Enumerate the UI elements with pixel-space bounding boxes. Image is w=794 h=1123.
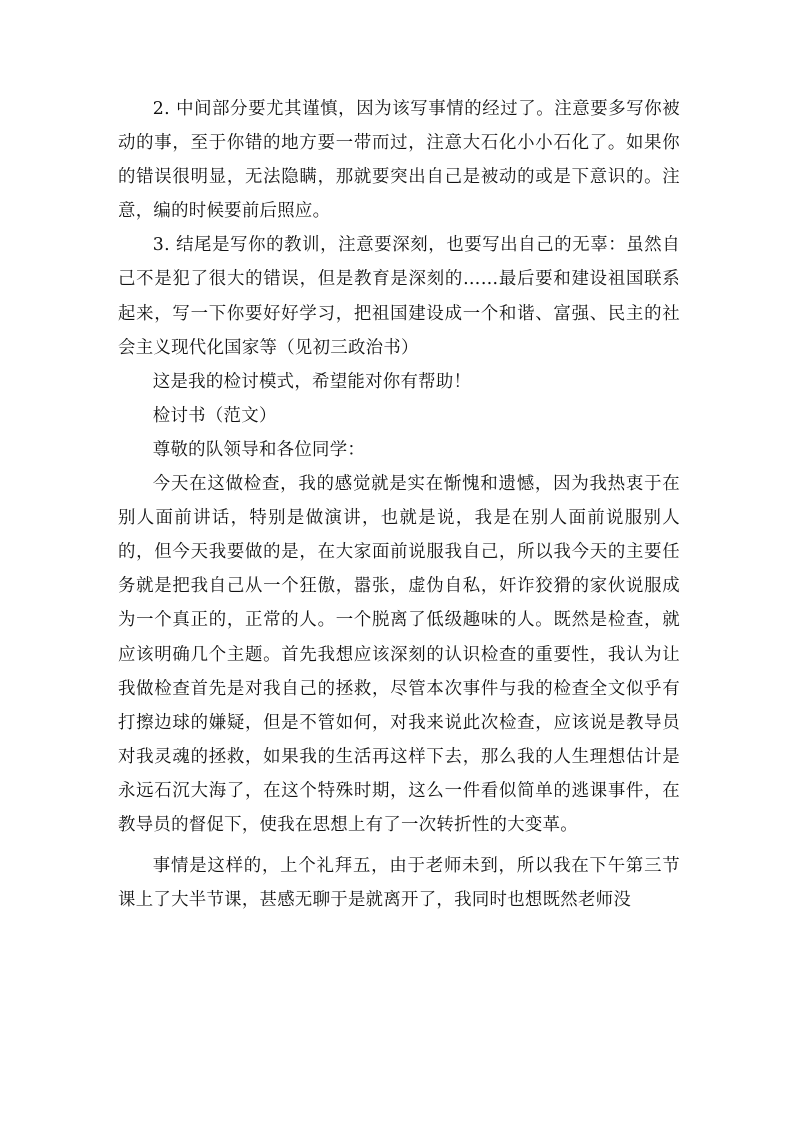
paragraph-body-event: 事情是这样的，上个礼拜五，由于老师未到，所以我在下午第三节课上了大半节课，甚感无聊于是就离开了，我同时也想既然老师没 xyxy=(118,856,680,911)
document-body xyxy=(118,92,680,917)
paragraph-middle-section: 2. 中间部分要尤其谨慎，因为该写事情的经过了。注意要多写你被动的事，至于你错的地方要一带而过，注意大石化小小石化了。如果你的错误很明显，无法隐瞒，那就要突出自己是被动的或是下意识的。注意，编的时候要前后照应。 xyxy=(118,99,680,222)
paragraph-closing-note: 这是我的检讨模式，希望能对你有帮助！ xyxy=(152,371,472,392)
paragraph-ending-section: 3. 结尾是写你的教训，注意要深刻，也要写出自己的无辜：虽然自己不是犯了很大的错误，但是教育是深刻的……最后要和建设祖国联系起来，写一下你要好好学习，把祖国建设成一个和谐、富强、民主的社会主义现代化国家等（见初三政治书） xyxy=(118,235,680,358)
salutation: 尊敬的队领导和各位同学： xyxy=(152,439,366,460)
paragraph-body-main: 今天在这做检查，我的感觉就是实在惭愧和遗憾，因为我热衷于在别人面前讲话，特别是做演讲，也就是说，我是在别人面前说服别人的，但今天我要做的是，在大家面前说服我自己，所以我今天的主要任务就是把我自己从一个狂傲，嚣张，虚伪自私，奸诈狡猾的家伙说服成为一个真正的，正常的人。一个脱离了低级趣味的人。既然是检查，就应该明确几个主题。首先我想应该深刻的认识检查的重要性，我认为让我做检查首先是对我自己的拯救，尽管本次事件与我的检查全文似乎有打擦边球的嫌疑，但是不管如何，对我来说此次检查，应该说是教导员对我灵魂的拯救，如果我的生活再这样下去，那么我的人生理想估计是永远石沉大海了，在这个特殊时期，这么一件看似简单的逃课事件，在教导员的督促下，使我在思想上有了一次转折性的大变革。 xyxy=(118,474,680,835)
sample-title: 检讨书（范文） xyxy=(152,405,277,426)
